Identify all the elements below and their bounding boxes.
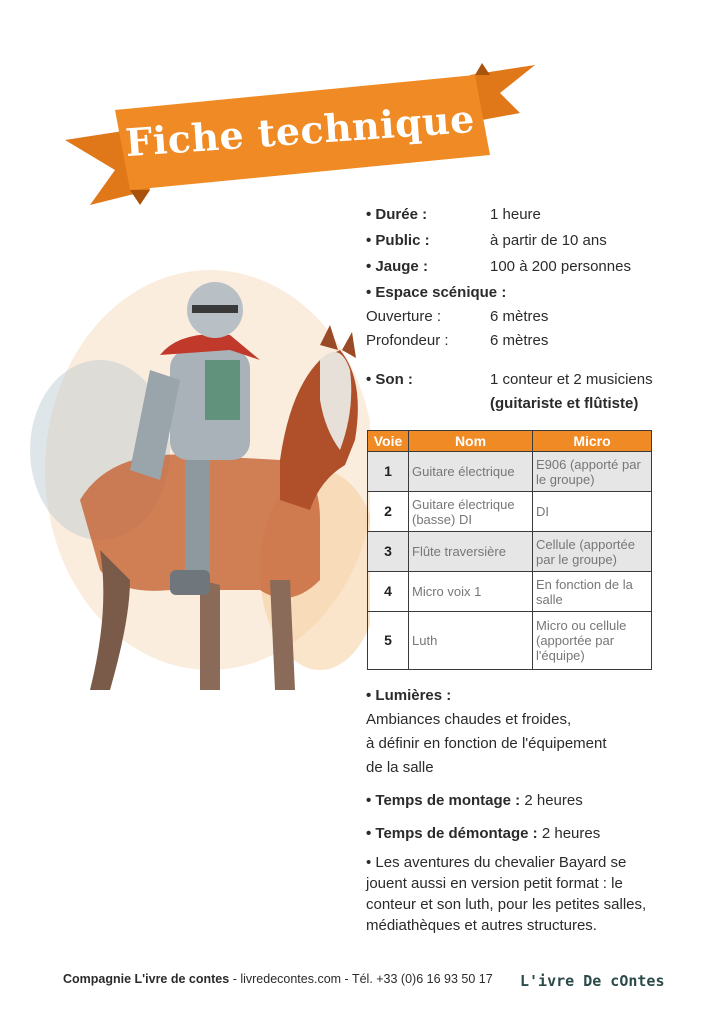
demontage-row: • Temps de démontage : 2 heures: [366, 825, 601, 842]
row-voie: 4: [368, 572, 409, 612]
duree-value: 1 heure: [490, 206, 541, 223]
row-micro: Cellule (apportée par le groupe): [533, 532, 652, 572]
note-line: conteur et son luth, pour les petites salles,: [366, 896, 647, 913]
header-nom: Nom: [409, 431, 533, 452]
lumieres-line2: à définir en fonction de l'équipement: [366, 735, 607, 752]
espace-label: • Espace scénique :: [366, 284, 507, 301]
jauge-label: • Jauge :: [366, 258, 428, 275]
lumieres-line3: de la salle: [366, 759, 434, 776]
row-micro: Micro ou cellule (apportée par l'équipe): [533, 612, 652, 670]
row-nom: Guitare électrique: [409, 452, 533, 492]
table-header-row: [368, 431, 652, 452]
note-paragraph: [366, 852, 662, 936]
row-nom: Guitare électrique (basse) DI: [409, 492, 533, 532]
row-nom: Luth: [409, 612, 533, 670]
son-label: • Son :: [366, 371, 413, 388]
son-detail: (guitariste et flûtiste): [490, 395, 639, 412]
row-nom: Micro voix 1: [409, 572, 533, 612]
ouverture-value: 6 mètres: [490, 308, 549, 325]
row-voie: 3: [368, 532, 409, 572]
note-line: • Les aventures du chevalier Bayard se: [366, 854, 627, 871]
row-micro: E906 (apporté par le groupe): [533, 452, 652, 492]
lumieres-label: • Lumières :: [366, 687, 452, 704]
profondeur-label: Profondeur :: [366, 332, 449, 349]
table-row: [368, 612, 652, 670]
public-label: • Public :: [366, 232, 430, 249]
profondeur-value: 6 mètres: [490, 332, 549, 349]
note-line: médiathèques et autres structures.: [366, 917, 597, 934]
row-voie: 1: [368, 452, 409, 492]
footer-logo: L'ivre De cOntes: [520, 972, 665, 990]
footer-contact: Compagnie L'ivre de contes - livredecontes.com - Tél. +33 (0)6 16 93 50 17: [63, 972, 493, 986]
table-row: [368, 572, 652, 612]
row-micro: En fonction de la salle: [533, 572, 652, 612]
duree-label: • Durée :: [366, 206, 428, 223]
montage-row: • Temps de montage : 2 heures: [366, 792, 583, 809]
jauge-value: 100 à 200 personnes: [490, 258, 631, 275]
header-voie: Voie: [368, 431, 409, 452]
son-value: 1 conteur et 2 musiciens: [490, 371, 653, 388]
row-voie: 2: [368, 492, 409, 532]
table-row: [368, 452, 652, 492]
row-micro: DI: [533, 492, 652, 532]
public-value: à partir de 10 ans: [490, 232, 607, 249]
table-row: [368, 492, 652, 532]
knight-illustration: [20, 250, 370, 710]
sound-table: [367, 430, 652, 670]
note-line: jouent aussi en version petit format : le: [366, 875, 623, 892]
lumieres-line1: Ambiances chaudes et froides,: [366, 711, 572, 728]
ouverture-label: Ouverture :: [366, 308, 442, 325]
table-row: [368, 532, 652, 572]
header-micro: Micro: [533, 431, 652, 452]
row-voie: 5: [368, 612, 409, 670]
row-nom: Flûte traversière: [409, 532, 533, 572]
page-title: Fiche technique: [123, 95, 477, 166]
